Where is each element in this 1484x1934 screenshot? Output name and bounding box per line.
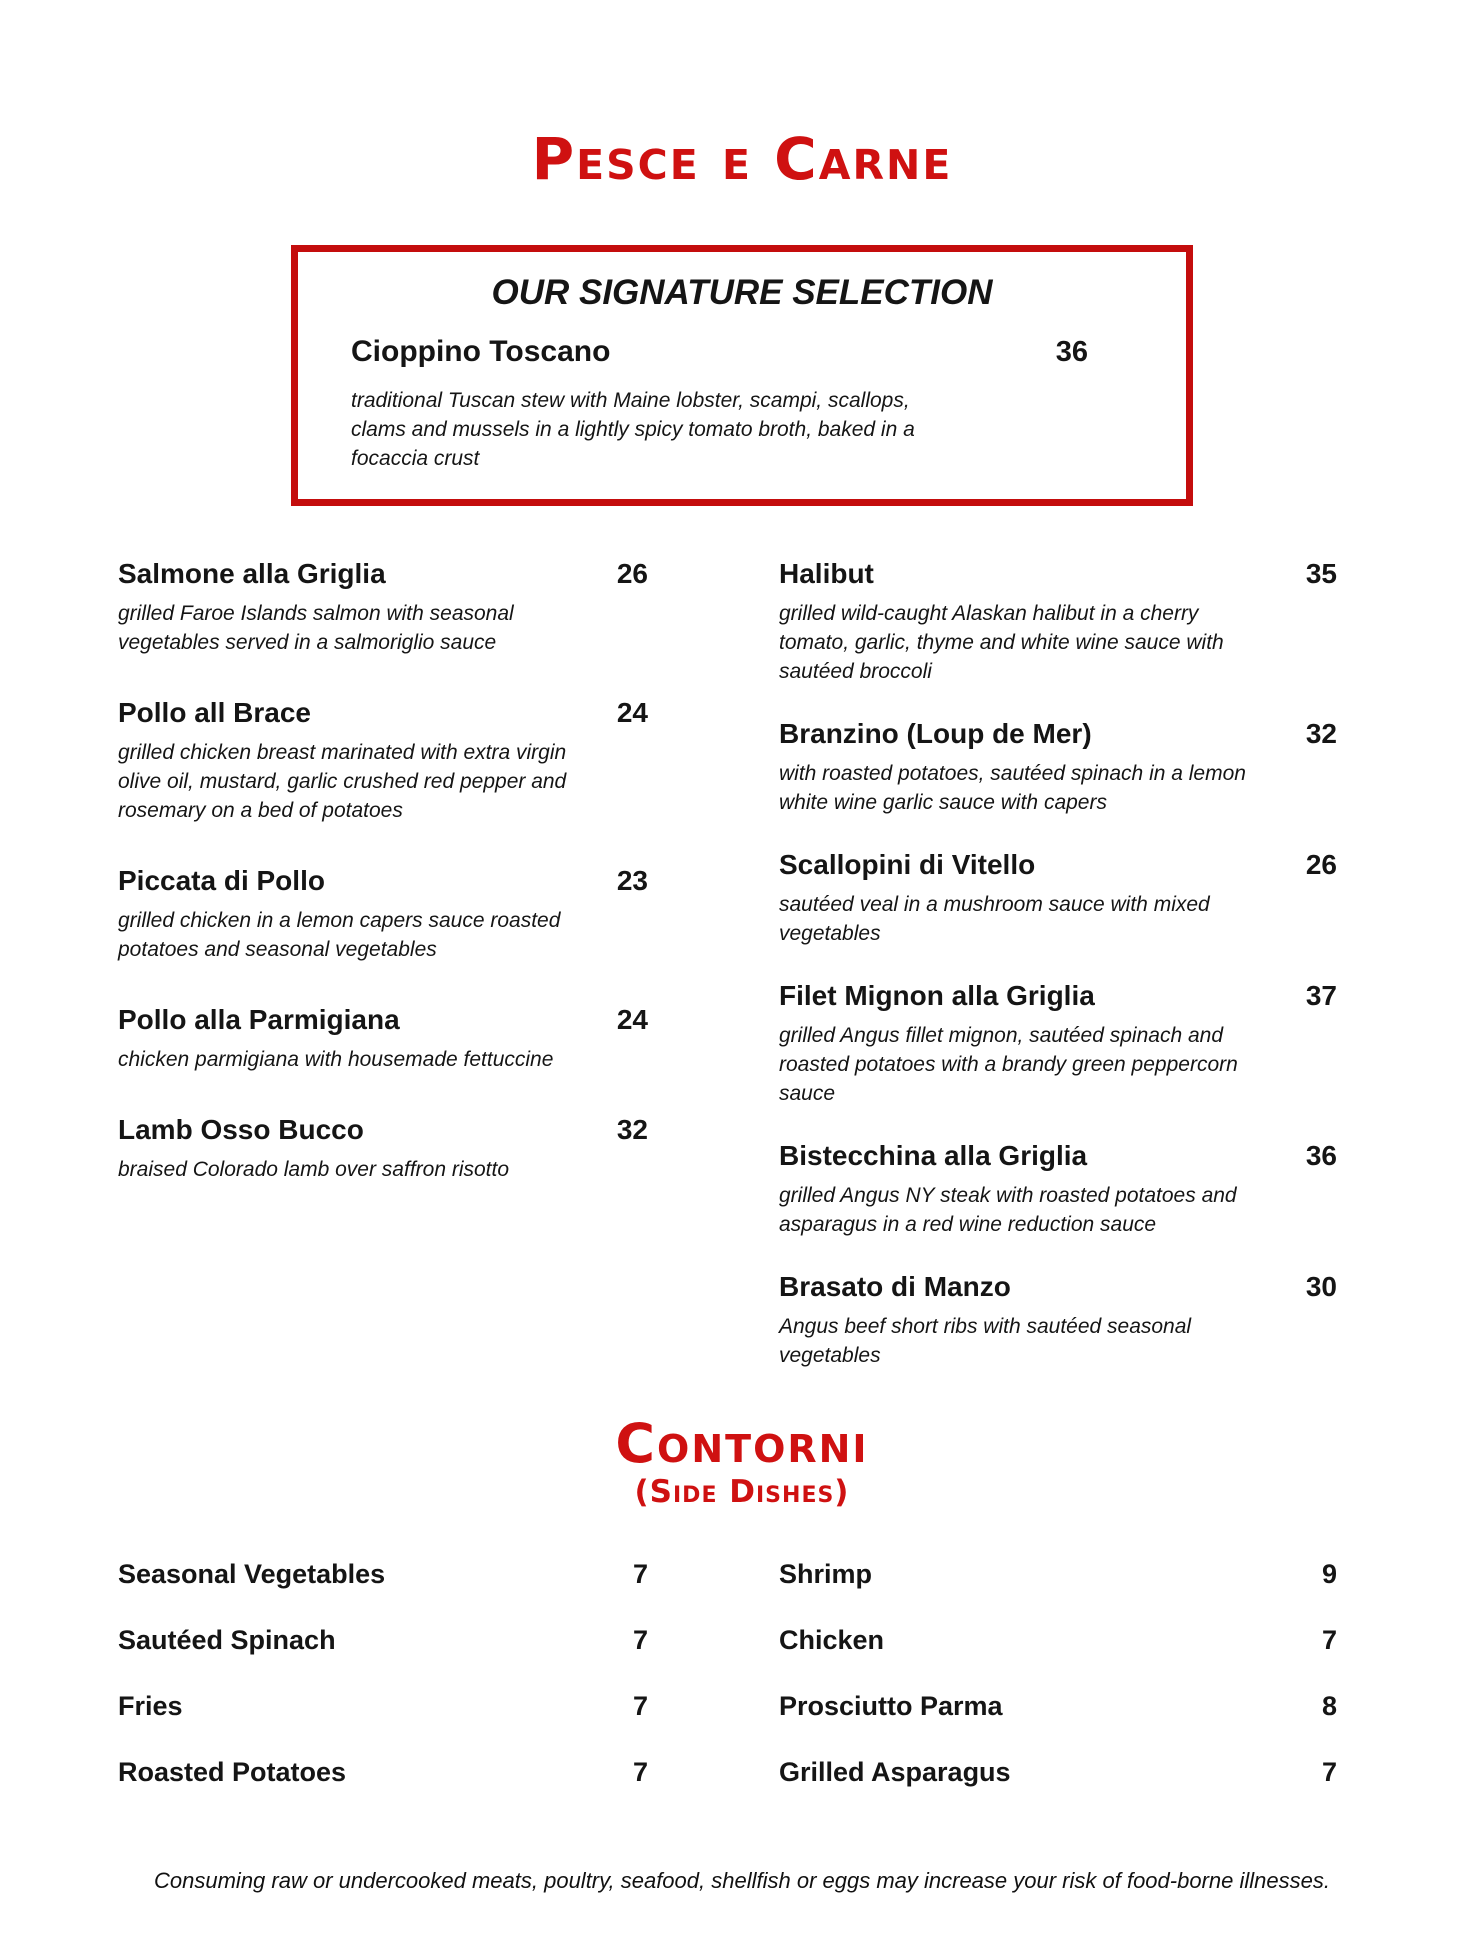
side-name: Sautéed Spinach xyxy=(118,1625,336,1655)
dish-head xyxy=(779,847,1337,883)
page-title: Pesce e Carne xyxy=(531,125,953,193)
dish-description: chicken parmigiana with housemade fettuccine xyxy=(118,1048,554,1071)
dish-price: 32 xyxy=(616,1114,648,1145)
contorni-subtitle: (Side Dishes) xyxy=(634,1474,850,1510)
dish-head xyxy=(118,695,648,731)
dish-price: 23 xyxy=(616,865,648,896)
contorni-title: Contorni xyxy=(615,1412,869,1475)
dish-description: with roasted potatoes, sautéed spinach in a lemon white wine garlic sauce with capers xyxy=(779,762,1246,814)
dish-description: Angus beef short ribs with sautéed seasonal vegetables xyxy=(779,1315,1192,1367)
mains-left-column xyxy=(118,556,648,1400)
menu-item xyxy=(779,847,1337,948)
side-item xyxy=(779,1622,1337,1658)
dish-price: 24 xyxy=(616,697,648,728)
side-name: Prosciutto Parma xyxy=(779,1691,1003,1721)
dish-price: 24 xyxy=(616,1004,648,1035)
side-price: 7 xyxy=(632,1625,648,1655)
menu-item xyxy=(118,1002,648,1074)
dish-description: braised Colorado lamb over saffron risotto xyxy=(118,1158,510,1181)
side-item xyxy=(118,1622,648,1658)
menu-item xyxy=(118,556,648,657)
mains-right-column xyxy=(779,556,1337,1400)
dish-price: 26 xyxy=(1305,849,1337,880)
dish-description: grilled chicken breast marinated with extra virgin olive oil, mustard, garlic crushed red pepper and rosemary on a bed of potatoes xyxy=(118,741,567,822)
signature-selection-box xyxy=(291,245,1193,506)
menu-item xyxy=(118,1112,648,1184)
dish-head xyxy=(779,1138,1337,1174)
dish-name: Salmone alla Griglia xyxy=(118,558,386,589)
dish-price: 36 xyxy=(1305,1140,1337,1171)
contorni-right-column xyxy=(779,1556,1337,1820)
contorni-section xyxy=(118,1556,1337,1820)
menu-item xyxy=(779,1269,1337,1370)
side-price: 7 xyxy=(632,1757,648,1787)
side-name: Roasted Potatoes xyxy=(118,1757,347,1787)
side-item xyxy=(779,1556,1337,1592)
menu-item xyxy=(779,1138,1337,1239)
dish-name: Brasato di Manzo xyxy=(779,1271,1011,1302)
side-name: Shrimp xyxy=(779,1559,873,1589)
signature-item xyxy=(298,314,1186,370)
dish-name: Filet Mignon alla Griglia xyxy=(779,980,1095,1011)
side-price: 7 xyxy=(1321,1757,1337,1787)
side-name: Grilled Asparagus xyxy=(779,1757,1011,1787)
side-name: Chicken xyxy=(779,1625,885,1655)
dish-description: sautéed veal in a mushroom sauce with mixed vegetables xyxy=(779,893,1210,945)
dish-head xyxy=(779,1269,1337,1305)
dish-name: Cioppino Toscano xyxy=(351,335,611,368)
dish-price: 30 xyxy=(1305,1271,1337,1302)
menu-item xyxy=(779,556,1337,686)
dish-name: Scallopini di Vitello xyxy=(779,849,1036,880)
signature-heading: OUR SIGNATURE SELECTION xyxy=(491,273,993,312)
dish-head xyxy=(779,978,1337,1014)
dish-name: Pollo all Brace xyxy=(118,697,311,728)
health-disclaimer: Consuming raw or undercooked meats, poultry, seafood, shellfish or eggs may increase your risk of food-borne illnesses. xyxy=(154,1868,1330,1893)
dish-description: traditional Tuscan stew with Maine lobster, scampi, scallops, clams and mussels in a lightly spicy tomato broth, baked in a focaccia crust xyxy=(351,389,915,470)
side-name: Fries xyxy=(118,1691,183,1721)
dish-description: grilled wild-caught Alaskan halibut in a cherry tomato, garlic, thyme and white wine sauce with sautéed broccoli xyxy=(779,602,1224,683)
side-price: 7 xyxy=(632,1691,648,1721)
dish-description: grilled Angus NY steak with roasted potatoes and asparagus in a red wine reduction sauce xyxy=(779,1184,1237,1236)
dish-price: 32 xyxy=(1305,718,1337,749)
dish-price: 37 xyxy=(1305,980,1337,1011)
dish-price: 35 xyxy=(1305,558,1337,589)
side-price: 8 xyxy=(1321,1691,1337,1721)
dish-name: Halibut xyxy=(779,558,874,589)
menu-item xyxy=(118,863,648,964)
dish-price: 26 xyxy=(616,558,648,589)
dish-name: Bistecchina alla Griglia xyxy=(779,1140,1088,1171)
dish-name: Lamb Osso Bucco xyxy=(118,1114,364,1145)
dish-head xyxy=(118,1112,648,1148)
side-item xyxy=(779,1754,1337,1790)
dish-name: Pollo alla Parmigiana xyxy=(118,1004,400,1035)
contorni-left-column xyxy=(118,1556,648,1820)
dish-name: Piccata di Pollo xyxy=(118,865,325,896)
dish-head xyxy=(779,556,1337,592)
dish-description: grilled Angus fillet mignon, sautéed spinach and roasted potatoes with a brandy green peppercorn sauce xyxy=(779,1024,1238,1105)
dish-name: Branzino (Loup de Mer) xyxy=(779,718,1092,749)
dish-head xyxy=(118,863,648,899)
side-name: Seasonal Vegetables xyxy=(118,1559,386,1589)
dish-description: grilled chicken in a lemon capers sauce roasted potatoes and seasonal vegetables xyxy=(118,909,561,961)
side-price: 7 xyxy=(1321,1625,1337,1655)
dish-description: grilled Faroe Islands salmon with seasonal vegetables served in a salmoriglio sauce xyxy=(118,602,514,654)
menu-item xyxy=(779,978,1337,1108)
side-price: 9 xyxy=(1321,1559,1337,1589)
menu-item xyxy=(779,716,1337,817)
dish-head xyxy=(118,556,648,592)
side-price: 7 xyxy=(632,1559,648,1589)
side-item xyxy=(118,1688,648,1724)
side-item xyxy=(779,1688,1337,1724)
dish-price: 36 xyxy=(1055,336,1088,368)
dish-head xyxy=(118,1002,648,1038)
menu-item xyxy=(118,695,648,825)
mains-section xyxy=(118,556,1337,1400)
side-item xyxy=(118,1556,648,1592)
side-item xyxy=(118,1754,648,1790)
dish-head xyxy=(779,716,1337,752)
